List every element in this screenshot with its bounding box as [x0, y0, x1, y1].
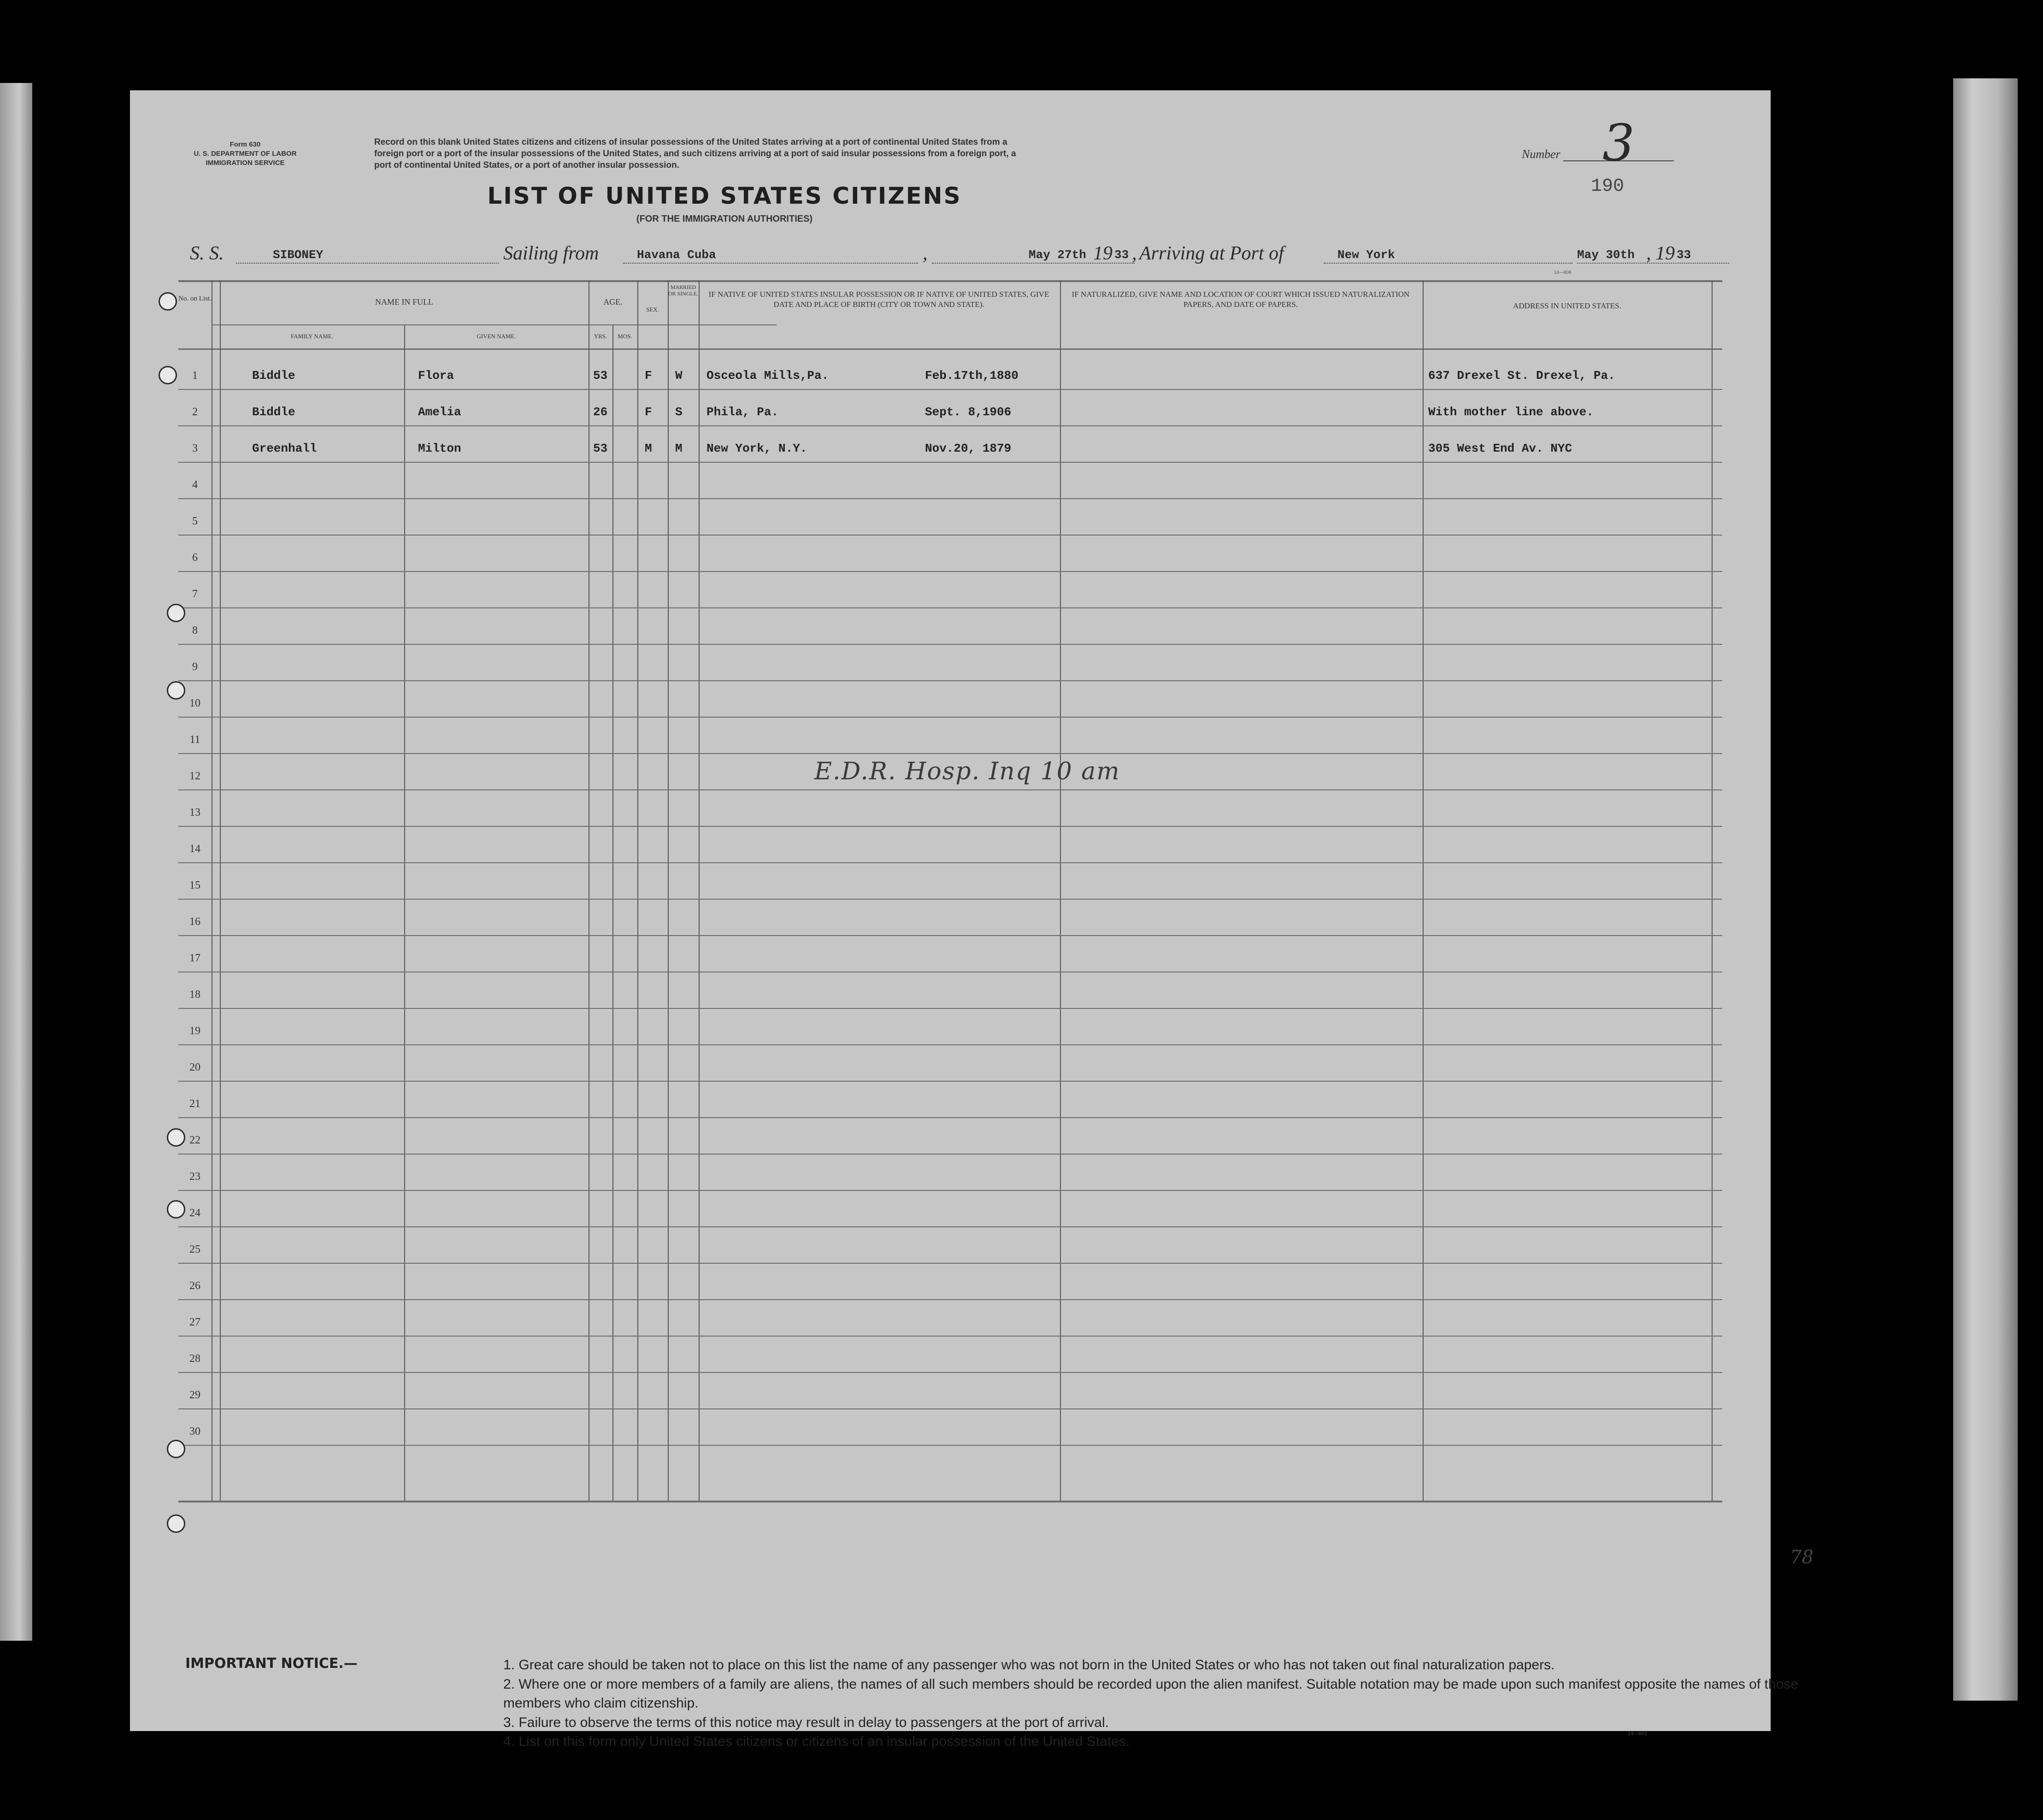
notice-item: 2. Where one or more members of a family are aliens, the names of all such members should be recorded upon the alien manifest. Suitable notation may be made upon such manifest opposite the names of those members who claim citizenship. — [503, 1677, 1798, 1711]
sail-date: May 27th — [1029, 248, 1086, 262]
row-number: 22 — [189, 1134, 200, 1146]
row-rule — [178, 535, 1722, 536]
arrive-date-fill-line — [1577, 263, 1729, 264]
row-number: 9 — [192, 661, 198, 673]
age-years-cell: 53 — [593, 369, 608, 383]
sex-header: SEX. — [646, 306, 659, 313]
row-number: 25 — [189, 1243, 200, 1255]
row-rule — [178, 1372, 1722, 1373]
stamp-number: 190 — [1591, 176, 1625, 197]
arrival-date: May 30th — [1577, 248, 1635, 262]
address-cell: 305 West End Av. NYC — [1428, 442, 1572, 455]
table-bottom-rule — [178, 1501, 1722, 1502]
row-number: 1 — [192, 370, 198, 382]
marital-status-header: MARRIED OR SINGLE. — [668, 284, 699, 297]
address-cell: With mother line above. — [1428, 405, 1594, 419]
row-number: 8 — [192, 624, 198, 636]
row-number: 20 — [189, 1061, 200, 1073]
name-in-full-header: NAME IN FULL — [375, 297, 433, 306]
row-rule — [178, 862, 1722, 863]
row-rule — [178, 462, 1722, 463]
row-rule — [178, 1263, 1722, 1264]
sail-year: 33 — [1114, 248, 1129, 262]
age-years-cell: 53 — [593, 442, 608, 455]
row-number: 23 — [189, 1171, 200, 1183]
service-label: IMMIGRATION SERVICE — [206, 159, 285, 167]
notice-item: 4. List on this form only United States citizens or citizens of an insular possession of the United States. — [503, 1734, 1130, 1749]
row-number: 17 — [189, 952, 200, 964]
row-number: 14 — [189, 843, 200, 855]
ship-fill-line — [236, 263, 499, 264]
row-rule — [178, 1226, 1722, 1227]
column-rule — [220, 280, 221, 1501]
punch-hole — [159, 366, 177, 384]
row-rule — [178, 389, 1722, 390]
comma-separator: , — [1646, 243, 1651, 264]
family-name-cell: Greenhall — [252, 442, 317, 455]
arrival-year: 33 — [1677, 248, 1691, 262]
birthplace-cell: Osceola Mills,Pa. — [707, 369, 829, 383]
given-name-cell: Amelia — [418, 405, 461, 419]
birthplace-cell: New York, N.Y. — [707, 442, 807, 455]
record-line: port of continental United States, or a port of another insular possession. — [374, 160, 679, 170]
row-number: 10 — [189, 697, 200, 709]
family-name-cell: Biddle — [252, 405, 295, 419]
corner-mark: 78 — [1790, 1547, 1813, 1568]
marital-status-cell: W — [675, 369, 683, 383]
row-number: 18 — [189, 989, 200, 1001]
row-rule — [178, 826, 1722, 827]
row-rule — [178, 607, 1722, 608]
punch-hole — [167, 1200, 185, 1219]
departure-port: Havana Cuba — [637, 248, 716, 262]
column-rule — [637, 280, 638, 1501]
ss-label: S. S. — [190, 243, 224, 264]
row-number: 19 — [189, 1025, 200, 1037]
arriving-label: Arriving at Port of — [1139, 243, 1284, 264]
record-line: foreign port or a port of the insular possessions of the United States, and such citizens arriving at a port of said insular possessions from a foreign port, a — [374, 149, 1016, 159]
row-number: 29 — [189, 1389, 200, 1401]
birthplace-cell: Phila, Pa. — [707, 405, 779, 419]
row-number: 26 — [189, 1280, 200, 1292]
row-rule — [178, 644, 1722, 645]
birthdate-cell: Feb.17th,1880 — [925, 369, 1019, 383]
row-rule — [178, 425, 1722, 426]
row-number: 13 — [189, 807, 200, 819]
passenger-table — [178, 280, 1771, 1506]
row-rule — [178, 1190, 1722, 1191]
punch-hole — [167, 681, 185, 700]
handwritten-annotation: E.D.R. Hosp. Inq 10 am — [814, 758, 1120, 785]
form-code: 14—603 — [1628, 1731, 1647, 1737]
right-page-edge — [1953, 78, 2018, 1701]
row-rule — [178, 1008, 1722, 1009]
given-name-cell: Flora — [418, 369, 454, 383]
header-bottom-rule — [178, 348, 1722, 350]
punch-hole — [167, 1128, 185, 1147]
row-rule — [178, 571, 1722, 572]
page-title: LIST OF UNITED STATES CITIZENS — [487, 183, 962, 209]
row-number: 30 — [189, 1425, 200, 1437]
manifest-sheet — [130, 90, 1813, 1749]
arrive-year-prefix: 19 — [1655, 243, 1675, 264]
column-rule — [612, 324, 613, 1501]
row-number: 27 — [189, 1316, 200, 1328]
punch-hole — [159, 292, 177, 311]
row-number: 5 — [192, 515, 198, 527]
printer-mark: 14—606 — [1554, 270, 1572, 275]
row-number: 7 — [192, 588, 198, 600]
row-number: 4 — [192, 479, 198, 491]
marital-status-cell: M — [675, 442, 683, 455]
row-number: 11 — [189, 734, 200, 746]
sailing-label: Sailing from — [503, 243, 599, 264]
left-page-edge — [0, 83, 32, 1641]
table-top-rule — [178, 280, 1722, 282]
column-rule — [1712, 280, 1713, 1501]
row-rule — [178, 498, 1722, 499]
punch-hole — [167, 604, 185, 622]
row-rule — [178, 1044, 1722, 1045]
family-name-header: FAMILY NAME. — [291, 333, 333, 340]
page-subtitle: (FOR THE IMMIGRATION AUTHORITIES) — [636, 214, 813, 224]
department-label: U. S. DEPARTMENT OF LABOR — [194, 150, 297, 158]
punch-hole — [167, 1514, 185, 1533]
birthdate-cell: Nov.20, 1879 — [925, 442, 1012, 455]
row-number: 21 — [189, 1098, 200, 1110]
row-rule — [178, 1445, 1722, 1446]
row-number: 28 — [189, 1353, 200, 1365]
no-on-list-header: No. on List. — [178, 295, 212, 302]
row-rule — [178, 899, 1722, 900]
age-header: AGE. — [603, 297, 623, 306]
arrival-port: New York — [1337, 248, 1395, 262]
notice-item: 1. Great care should be taken not to place on this list the name of any passenger who was not born in the United States or who has not taken out final naturalization papers. — [503, 1657, 1555, 1673]
given-name-header: GIVEN NAME. — [477, 333, 516, 340]
record-instructions — [374, 136, 1619, 171]
comma-separator: , — [1132, 243, 1137, 264]
punch-hole — [167, 1440, 185, 1458]
comma-separator: , — [923, 243, 928, 264]
given-name-cell: Milton — [418, 442, 461, 455]
birthdate-cell: Sept. 8,1906 — [925, 405, 1012, 419]
row-rule — [178, 753, 1722, 754]
row-rule — [178, 1117, 1722, 1118]
row-rule — [178, 1299, 1722, 1300]
row-number: 24 — [189, 1207, 200, 1219]
address-cell: 637 Drexel St. Drexel, Pa. — [1428, 369, 1615, 383]
row-number: 3 — [192, 442, 198, 454]
list-number: 3 — [1602, 113, 1635, 172]
row-number: 16 — [189, 916, 200, 928]
form-identifier — [176, 140, 314, 168]
row-number: 15 — [189, 879, 200, 891]
column-rule — [1060, 280, 1061, 1501]
column-rule — [1423, 280, 1424, 1501]
sex-cell: F — [645, 405, 652, 419]
column-rule — [699, 280, 700, 1501]
sail-year-prefix: 19 — [1093, 243, 1113, 264]
months-header: MOS. — [618, 333, 632, 340]
ship-name: SIBONEY — [273, 248, 324, 262]
row-rule — [178, 680, 1722, 681]
row-rule — [178, 717, 1722, 718]
row-rule — [178, 1081, 1722, 1082]
row-number: 12 — [189, 770, 200, 782]
birth-details-header: IF NATIVE OF UNITED STATES INSULAR POSSESSION OR IF NATIVE OF UNITED STATES, GIVE DATE AND PLACE OF BIRTH (CITY OR TOWN AND STATE). — [708, 290, 1049, 309]
from-fill-line — [623, 263, 918, 264]
family-name-cell: Biddle — [252, 369, 295, 383]
number-label: Number — [1522, 147, 1560, 161]
voyage-line — [190, 242, 1803, 270]
column-rule — [668, 280, 669, 1501]
years-header: YRS. — [594, 333, 607, 340]
row-number: 6 — [192, 552, 198, 564]
row-rule — [178, 1336, 1722, 1337]
sex-cell: M — [645, 442, 652, 455]
sex-cell: F — [645, 369, 652, 383]
row-rule — [178, 935, 1722, 936]
naturalization-header: IF NATURALIZED, GIVE NAME AND LOCATION OF COURT WHICH ISSUED NATURALIZATION PAPERS, AND DATE OF PAPERS. — [1072, 290, 1410, 309]
notice-item: 3. Failure to observe the terms of this notice may result in delay to passengers at the port of arrival. — [503, 1715, 1109, 1730]
row-rule — [178, 1408, 1722, 1409]
record-line: Record on this blank United States citizens and citizens of insular possessions of the United States arriving at a port of continental United States from a — [374, 137, 1007, 147]
port-fill-line — [1324, 263, 1572, 264]
notice-label: IMPORTANT NOTICE.— — [185, 1655, 358, 1672]
column-rule — [404, 324, 405, 1501]
address-header: ADDRESS IN UNITED STATES. — [1513, 301, 1621, 310]
marital-status-cell: S — [675, 405, 683, 419]
age-years-cell: 26 — [593, 405, 608, 419]
form-number: Form 630 — [230, 141, 261, 148]
row-rule — [178, 789, 1722, 790]
row-number: 2 — [192, 406, 198, 418]
